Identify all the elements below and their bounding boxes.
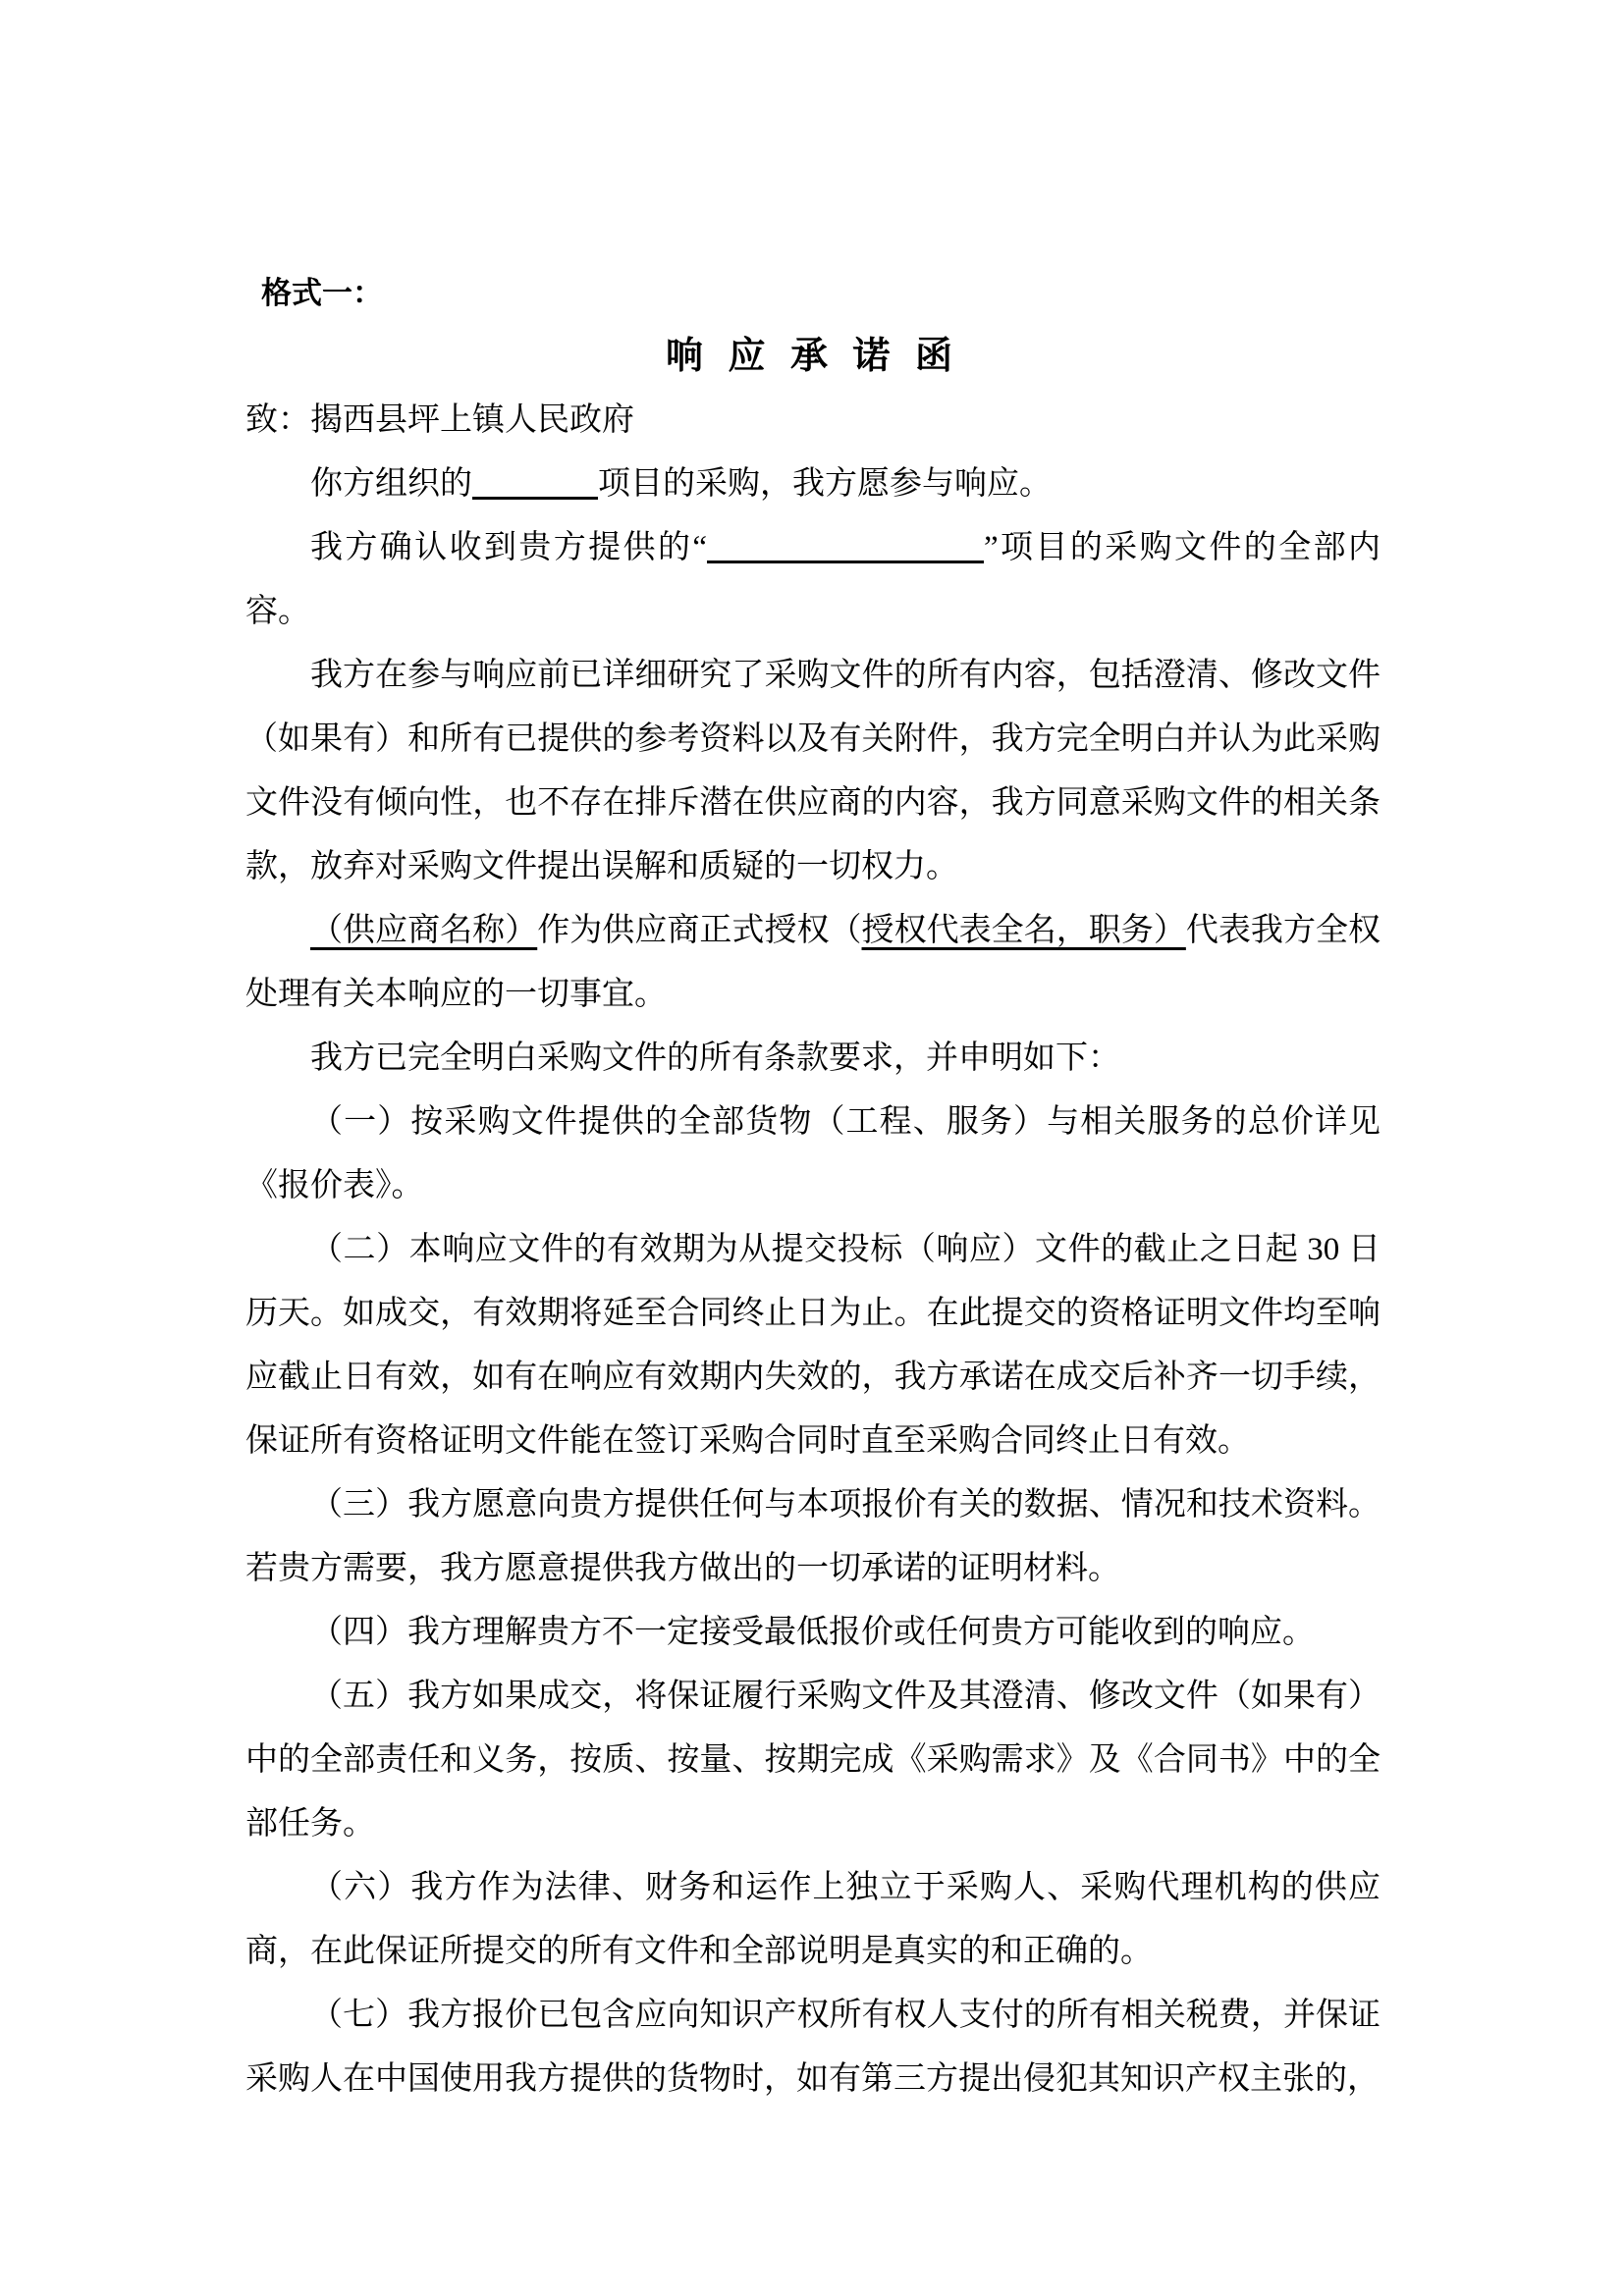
text-run: 我方确认收到贵方提供的“ [310, 530, 707, 565]
item-6 [245, 1856, 1380, 1984]
item-5 [245, 1665, 1380, 1856]
fill-in-blank-line [472, 467, 598, 500]
text-run: （六）我方作为法律、财务和运作上独立于采购人、采购代理机构的供应商，在此保证所提交的所有文件和全部说明是真实的和正确的。 [245, 1870, 1380, 1969]
authorization-paragraph [245, 899, 1380, 1027]
confirmation-line [245, 516, 1380, 644]
text-run: （五）我方如果成交，将保证履行采购文件及其澄清、修改文件（如果有）中的全部责任和义务，按质、按量、按期完成《采购需求》及《合同书》中的全部任务。 [245, 1679, 1380, 1842]
paragraph-container [245, 389, 1380, 2111]
item-2 [245, 1218, 1380, 1473]
item-4 [245, 1601, 1380, 1665]
addressee-line [245, 389, 1380, 453]
item-7 [245, 1984, 1380, 2111]
participation-line [245, 453, 1380, 516]
text-run: 作为供应商正式授权（ [537, 913, 862, 948]
text-run: 你方组织的 [310, 466, 472, 502]
text-run: （一）按采购文件提供的全部货物（工程、服务）与相关服务的总价详见《报价表》。 [245, 1104, 1380, 1203]
text-run: （三）我方愿意向贵方提供任何与本项报价有关的数据、情况和技术资料。若贵方需要，我方愿意提供我方做出的一切承诺的证明材料。 [245, 1487, 1380, 1586]
item-3 [245, 1473, 1380, 1601]
item-1 [245, 1091, 1380, 1218]
text-run: 代表我方全权处理有关本响应的一切事宜。 [245, 913, 1380, 1012]
text-run: 致：揭西县坪上镇人民政府 [245, 402, 634, 438]
text-run: （四）我方理解贵方不一定接受最低报价或任何贵方可能收到的响应。 [310, 1615, 1315, 1650]
document-title: 响 应 承 诺 函 [665, 336, 960, 377]
underlined-placeholder-text: 授权代表全名，职务） [861, 913, 1186, 948]
document-content [245, 261, 1380, 2111]
format-label: 格式一： [261, 276, 383, 310]
study-paragraph [245, 644, 1380, 899]
text-run: 我方在参与响应前已详细研究了采购文件的所有内容，包括澄清、修改文件（如果有）和所有已提供的参考资料以及有关附件，我方完全明白并认为此采购文件没有倾向性，也不存在排斥潜在供应商的内容，我方同意采购文件的相关条款，放弃对采购文件提出误解和质疑的一切权力。 [245, 658, 1380, 884]
declaration-intro [245, 1027, 1380, 1091]
underlined-placeholder-text: （供应商名称） [310, 913, 538, 948]
fill-in-blank-line [707, 531, 984, 563]
text-run: 我方已完全明白采购文件的所有条款要求，并申明如下： [310, 1041, 1120, 1076]
text-run: （二）本响应文件的有效期为从提交投标（响应）文件的截止之日起 30 日历天。如成交，有效期将延至合同终止日为止。在此提交的资格证明文件均至响应截止日有效，如有在响应有效期内失效的，我方承诺在成交后补齐一切手续，保证所有资格证明文件能在签订采购合同时直至采购合同终止日有效。 [245, 1232, 1380, 1459]
text-run: ”项目的采购文件的全部内容。 [245, 530, 1380, 629]
text-run: （七）我方报价已包含应向知识产权所有权人支付的所有相关税费，并保证采购人在中国使用我方提供的货物时，如有第三方提出侵犯其知识产权主张的， [245, 1998, 1380, 2097]
text-run: 项目的采购，我方愿参与响应。 [598, 466, 1052, 502]
